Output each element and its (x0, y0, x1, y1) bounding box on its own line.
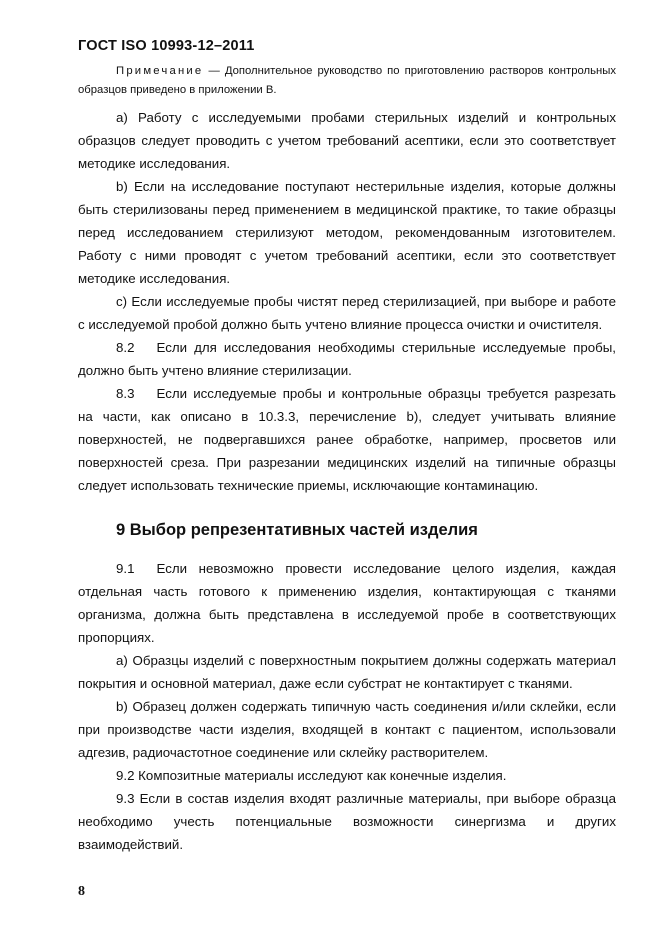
paragraph-9-1-b: b) Образец должен содержать типичную часть соединения и/или склейки, если при производстве части изделия, входящей в контакт с пациентом, использовали адгезив, радиочастотное соединение или склейку растворителем. (78, 699, 616, 760)
paragraph-9-2: 9.2 Композитные материалы исследуют как конечные изделия. (116, 768, 507, 783)
clause-number: 8.2 (116, 340, 135, 355)
paragraph-8-1-c: c) Если исследуемые пробы чистят перед стерилизацией, при выборе и работе с исследуемой пробой должно быть учтено влияние процесса очистки и очистителя. (78, 294, 616, 332)
clause-number: 9.1 (116, 561, 135, 576)
page-number: 8 (78, 884, 85, 899)
paragraph-9-1 (78, 557, 616, 649)
paragraph-8-1-b: b) Если на исследование поступают нестерильные изделия, которые должны быть стерилизованы перед применением в медицинской практике, то такие образцы перед исследованием стерилизуют методом, рекомендованным изготовителем. Работу с ними проводят с учетом требований асептики, если это соответствует методике исследования. (78, 179, 616, 286)
clause-number: 8.3 (116, 386, 135, 401)
note-paragraph (78, 62, 616, 100)
document-header: ГОСТ ISO 10993-12–2011 (78, 38, 255, 54)
clause-text: Если для исследования необходимы стерильные исследуемые пробы, должно быть учтено влияние стерилизации. (78, 340, 616, 378)
paragraph-9-1-a: a) Образцы изделий с поверхностным покрытием должны содержать материал покрытия и основной материал, даже если субстрат не контактирует с тканями. (78, 653, 616, 691)
paragraph-8-2 (78, 336, 616, 382)
clause-text: Если исследуемые пробы и контрольные образцы требуется разрезать на части, как описано в 10.3.3, перечисление b), следует учитывать влияние поверхностей, не подвергавшихся ранее обработке, например, просветов или поверхностей среза. При разрезании медицинских изделий на типичные образцы следует использовать технические приемы, исключающие контаминацию. (78, 386, 616, 493)
note-dash: — (203, 65, 225, 77)
page-content (78, 62, 616, 856)
note-text: Дополнительное руководство по приготовлению растворов контрольных образцов приведено в приложении В. (78, 65, 616, 96)
section-title: 9 Выбор репрезентативных частей изделия (116, 521, 478, 539)
paragraph-8-1-a: a) Работу с исследуемыми пробами стерильных изделий и контрольных образцов следует проводить с учетом требований асептики, если это соответствует методике исследования. (78, 110, 616, 171)
paragraph-9-3: 9.3 Если в состав изделия входят различные материалы, при выборе образца необходимо учесть потенциальные возможности синергизма и других взаимодействий. (78, 791, 616, 852)
clause-text: Если невозможно провести исследование целого изделия, каждая отдельная часть готового к применению изделия, контактирующая с тканями организма, должна быть представлена в исследуемой пробе в соответствующих пропорциях. (78, 561, 616, 645)
paragraph-8-3 (78, 382, 616, 497)
note-label: Примечание (116, 65, 204, 77)
